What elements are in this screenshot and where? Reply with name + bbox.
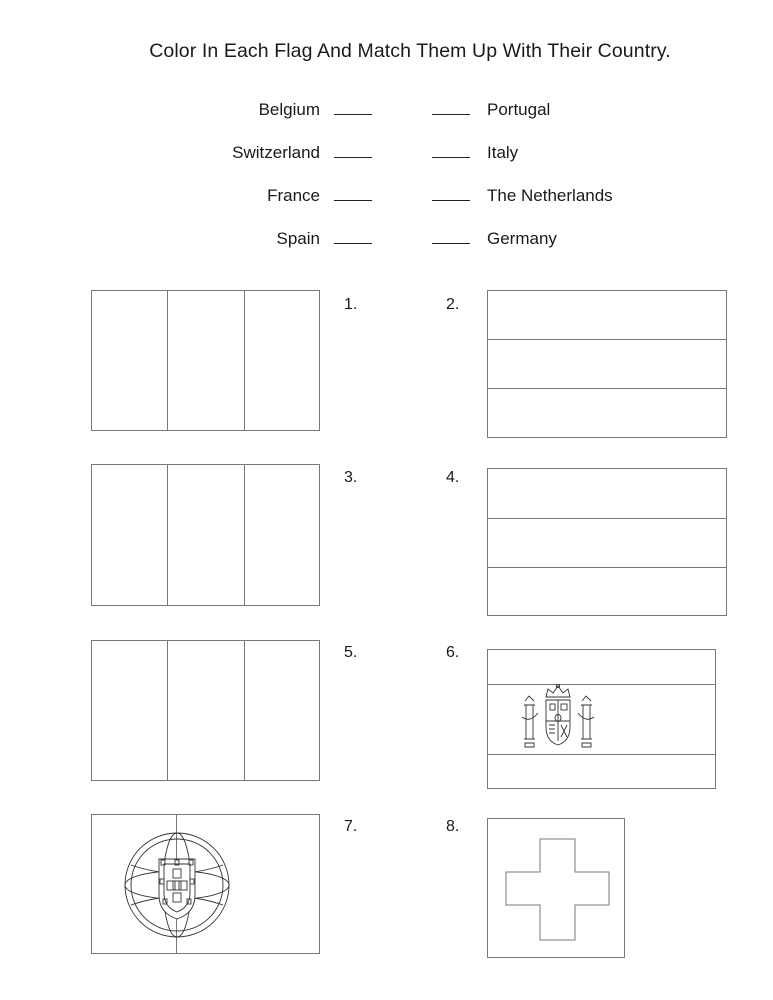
- stripe-divider: [488, 518, 726, 519]
- stripe-divider: [244, 291, 245, 430]
- answer-blank[interactable]: [334, 243, 372, 244]
- stripe-divider: [167, 291, 168, 430]
- answer-blank[interactable]: [432, 200, 470, 201]
- match-row: [0, 100, 773, 122]
- flag-number-5: 5.: [344, 644, 358, 661]
- flag-2-outline[interactable]: [487, 290, 727, 438]
- answer-blank[interactable]: [432, 157, 470, 158]
- flag-number-1: 1.: [344, 296, 358, 313]
- country-label: Spain: [276, 229, 320, 248]
- flag-6-outline[interactable]: [487, 649, 716, 789]
- stripe-divider: [488, 567, 726, 568]
- flag-number-2: 2.: [446, 296, 460, 313]
- answer-blank[interactable]: [334, 157, 372, 158]
- flag-7-outline[interactable]: [91, 814, 320, 954]
- match-row: [0, 229, 773, 251]
- flag-3-outline[interactable]: [91, 464, 320, 606]
- country-label: Italy: [487, 143, 519, 162]
- answer-blank[interactable]: [432, 243, 470, 244]
- country-label: Portugal: [487, 100, 551, 119]
- stripe-divider: [488, 388, 726, 389]
- answer-blank[interactable]: [334, 200, 372, 201]
- answer-blank[interactable]: [432, 114, 470, 115]
- match-row: [0, 186, 773, 208]
- flag-1-outline[interactable]: [91, 290, 320, 431]
- country-label: Germany: [487, 229, 557, 248]
- cross-icon: [488, 819, 626, 959]
- flag-number-7: 7.: [344, 818, 358, 835]
- stripe-divider: [167, 465, 168, 605]
- flag-number-6: 6.: [446, 644, 460, 661]
- coat-of-arms-icon: [518, 683, 598, 755]
- flag-number-8: 8.: [446, 818, 460, 835]
- stripe-divider: [244, 465, 245, 605]
- match-row: [0, 143, 773, 165]
- answer-blank[interactable]: [334, 114, 372, 115]
- stripe-divider: [488, 339, 726, 340]
- flag-number-3: 3.: [344, 469, 358, 486]
- stripe-divider: [167, 641, 168, 780]
- flag-8-outline[interactable]: [487, 818, 625, 958]
- armillary-sphere-icon: [123, 831, 231, 939]
- flag-number-4: 4.: [446, 469, 460, 486]
- worksheet-title: Color In Each Flag And Match Them Up With Their Country.: [149, 40, 671, 62]
- country-label: The Netherlands: [487, 186, 613, 205]
- country-label: Belgium: [258, 100, 320, 119]
- flag-5-outline[interactable]: [91, 640, 320, 781]
- country-label: France: [267, 186, 320, 205]
- stripe-divider: [244, 641, 245, 780]
- flag-4-outline[interactable]: [487, 468, 727, 616]
- country-label: Switzerland: [232, 143, 320, 162]
